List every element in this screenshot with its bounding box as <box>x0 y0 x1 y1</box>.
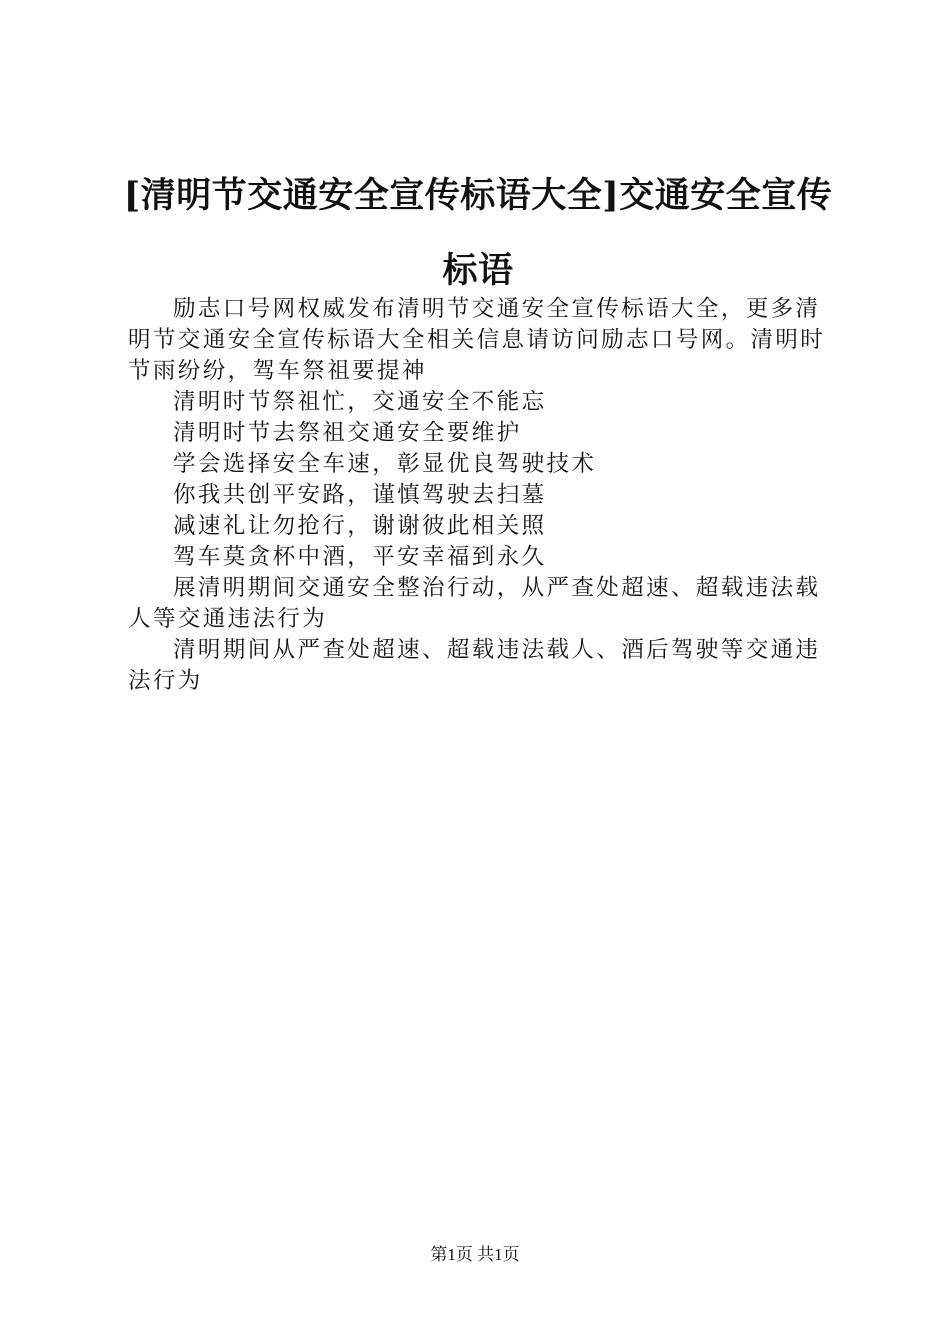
slogan-line: 清明时节祭祖忙，交通安全不能忘 <box>173 389 547 415</box>
slogan-line: 学会选择安全车速，彰显优良驾驶技术 <box>173 451 597 477</box>
slogan-line: 你我共创平安路，谨慎驾驶去扫墓 <box>173 482 547 508</box>
paragraph-intro: 励志口号网权威发布清明节交通安全宣传标语大全，更多清明节交通安全宣传标语大全相关信息请访问励志口号网。清明时节雨纷纷，驾车祭祖要提神 <box>128 296 826 384</box>
slogan-line: 驾车莫贪杯中酒，平安幸福到永久 <box>173 544 547 570</box>
slogan-line: 减速礼让勿抢行，谢谢彼此相关照 <box>173 513 547 539</box>
slogan-line: 展清明期间交通安全整治行动，从严查处超速、超载违法载人等交通违法行为 <box>128 575 821 632</box>
page-footer: 第1页 共1页 <box>430 1245 520 1264</box>
document-body <box>128 294 834 697</box>
slogan-line: 清明期间从严查处超速、超载违法载人、酒后驾驶等交通违法行为 <box>128 637 821 694</box>
document-title: [清明节交通安全宣传标语大全]交通安全宣传标语 <box>123 175 833 291</box>
slogan-line: 清明时节去祭祖交通安全要维护 <box>173 420 522 446</box>
